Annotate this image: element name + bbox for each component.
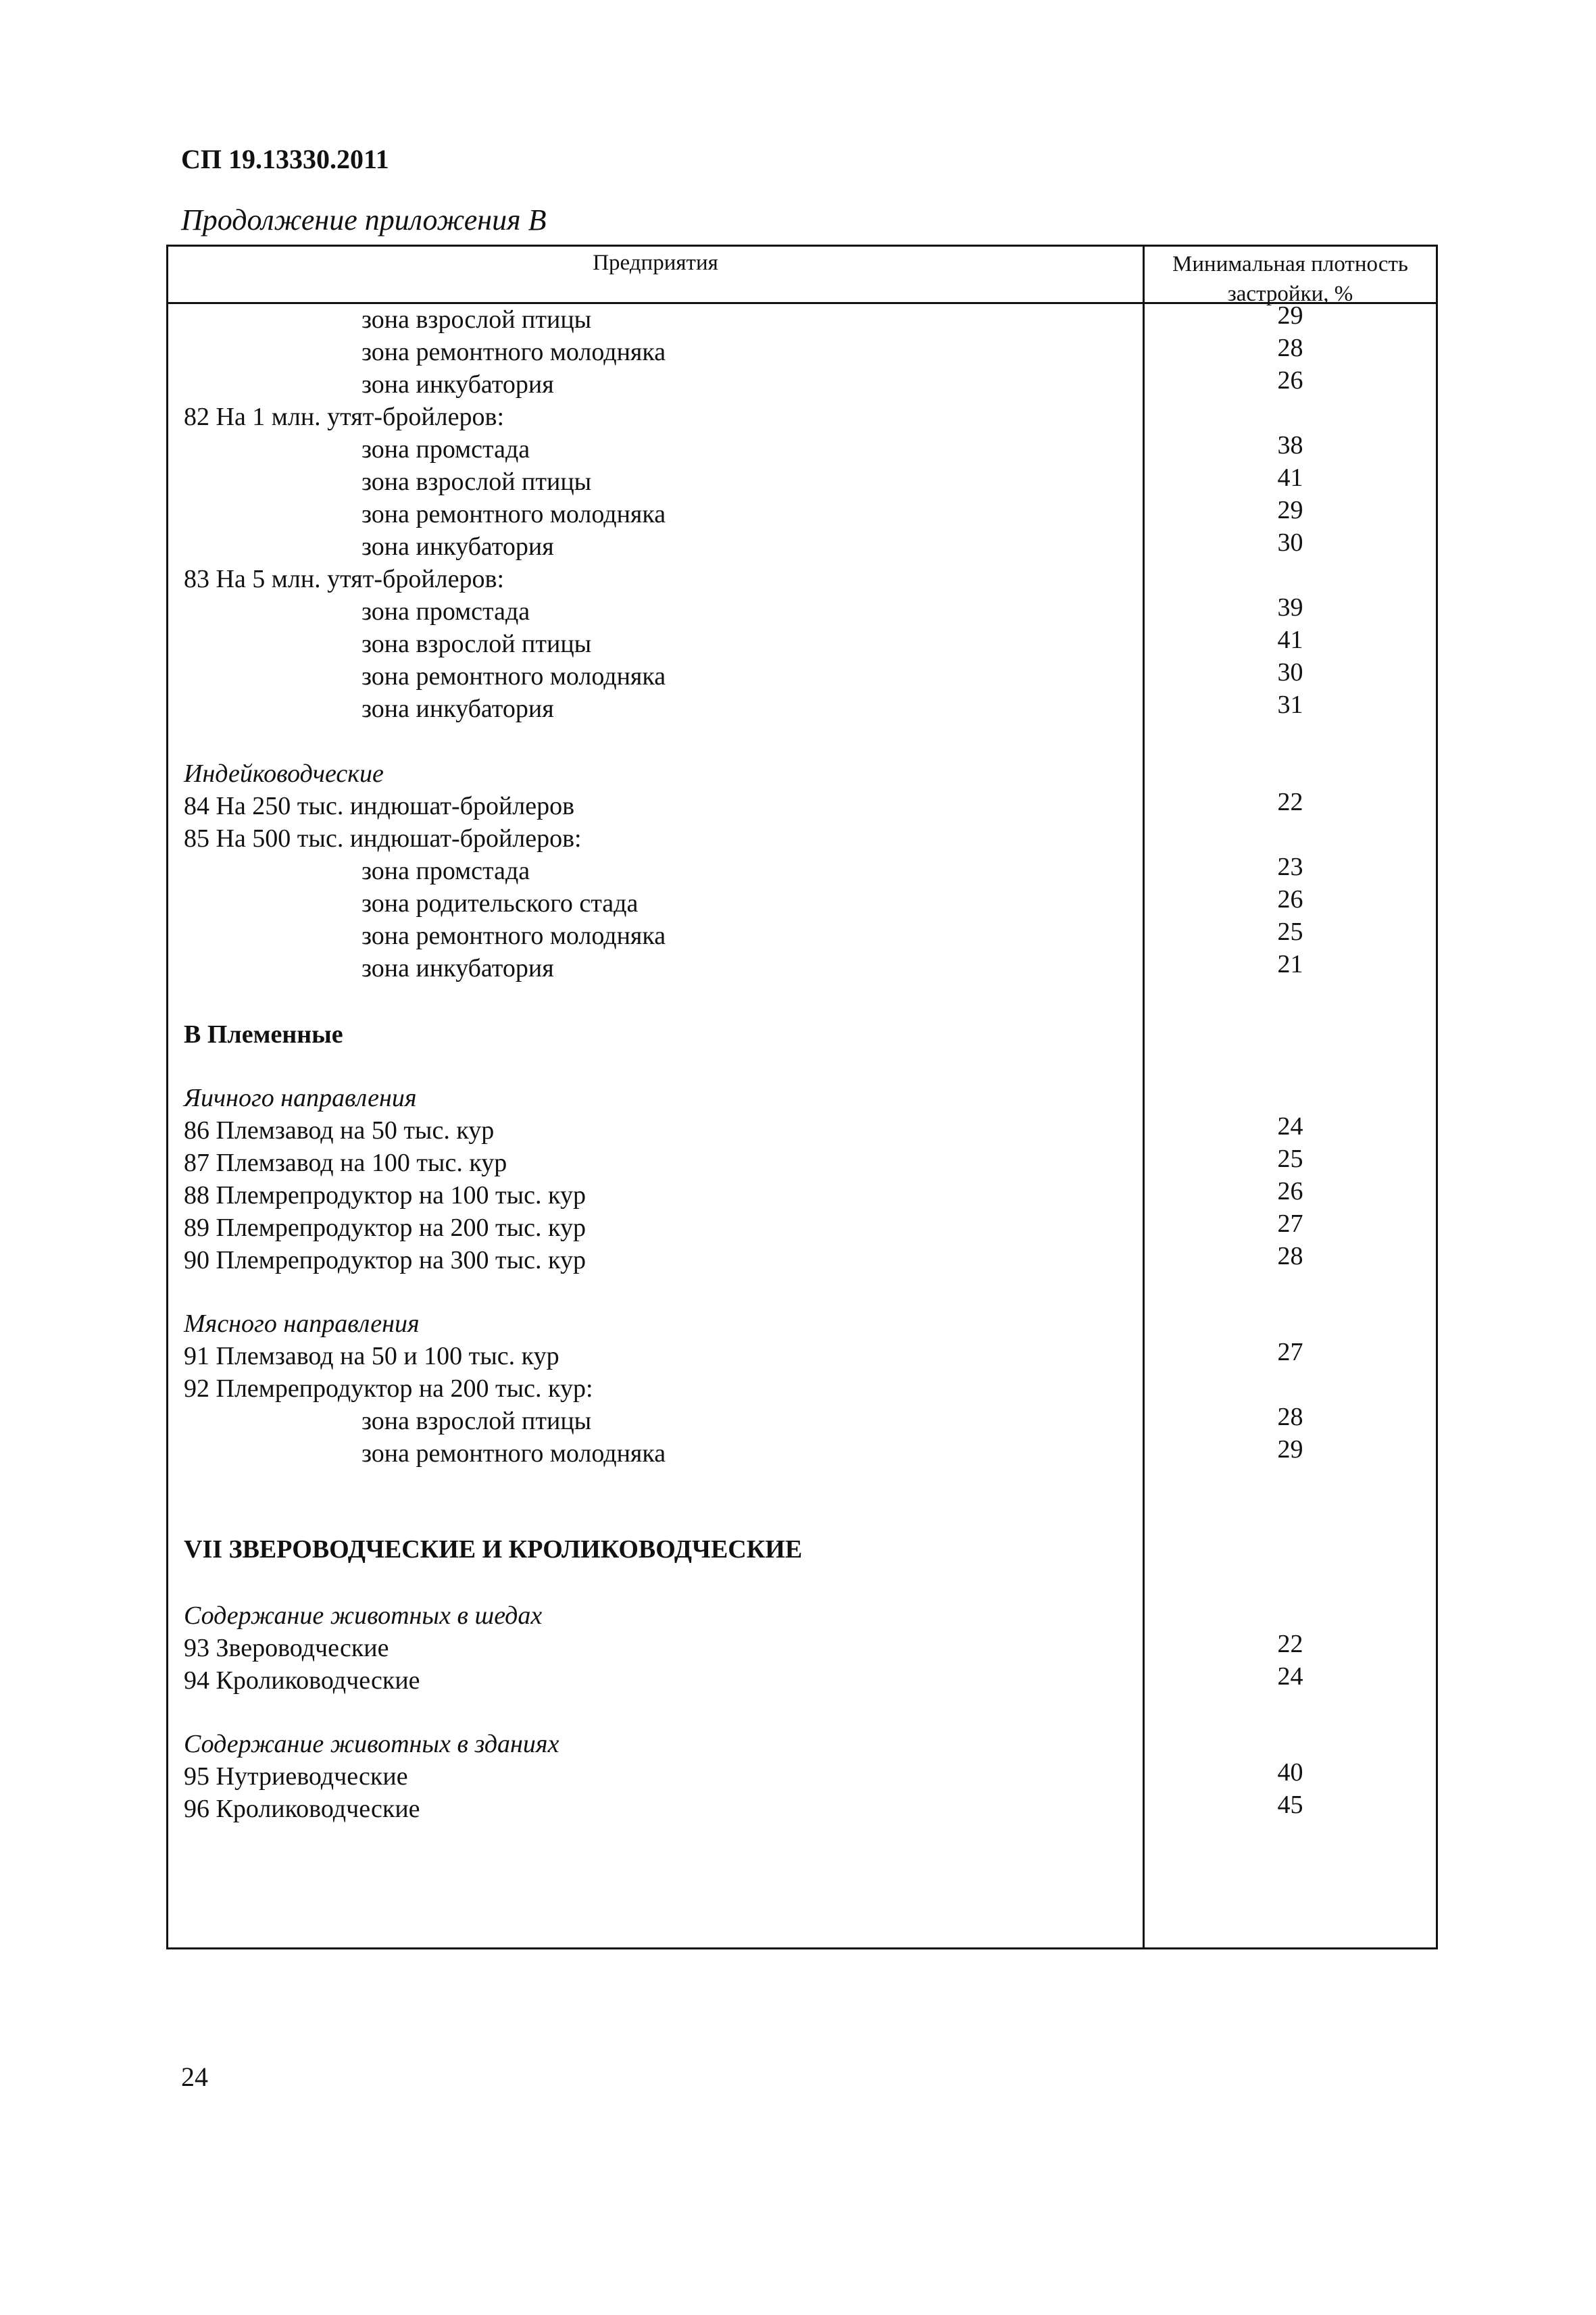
row-value: 40 xyxy=(1277,1758,1303,1787)
table-row xyxy=(168,1242,1436,1291)
row-value: 29 xyxy=(1277,1435,1303,1464)
row-value: 26 xyxy=(1277,366,1303,395)
row-value: 21 xyxy=(1277,950,1303,978)
row-value: 26 xyxy=(1277,1177,1303,1205)
row-value: 30 xyxy=(1277,528,1303,557)
row-label: 82 На 1 млн. утят-бройлеров: xyxy=(184,403,504,431)
row-label: 83 На 5 млн. утят-бройлеров: xyxy=(184,565,504,593)
row-label: 93 Звероводческие xyxy=(184,1634,389,1662)
row-value: 41 xyxy=(1277,464,1303,492)
row-label: VII ЗВЕРОВОДЧЕСКИЕ И КРОЛИКОВОДЧЕСКИЕ xyxy=(184,1535,803,1564)
row-label: В Племенные xyxy=(184,1020,343,1049)
row-value: 22 xyxy=(1277,788,1303,816)
row-label: зона ремонтного молодняка xyxy=(361,500,666,528)
row-label: 91 Племзавод на 50 и 100 тыс. кур xyxy=(184,1342,559,1370)
document-code: СП 19.13330.2011 xyxy=(181,144,389,174)
row-value: 28 xyxy=(1277,1403,1303,1431)
row-label: 89 Племрепродуктор на 200 тыс. кур xyxy=(184,1214,586,1242)
row-value: 29 xyxy=(1277,496,1303,524)
row-value: 28 xyxy=(1277,334,1303,362)
column-header-enterprises: Предприятия xyxy=(593,251,718,275)
row-label: зона промстада xyxy=(361,857,530,885)
row-value: 27 xyxy=(1277,1338,1303,1366)
row-label: 96 Кролиководческие xyxy=(184,1795,420,1823)
row-value: 31 xyxy=(1277,691,1303,719)
row-label: Содержание животных в зданиях xyxy=(184,1730,559,1758)
row-label: зона промстада xyxy=(361,597,530,626)
row-label: зона взрослой птицы xyxy=(361,630,592,658)
table-row xyxy=(168,691,1436,740)
row-label: зона родительского стада xyxy=(361,889,639,918)
row-label: зона ремонтного молодняка xyxy=(361,922,666,950)
row-label: Содержание животных в шедах xyxy=(184,1601,543,1630)
table-row xyxy=(168,950,1436,999)
row-label: зона ремонтного молодняка xyxy=(361,338,666,366)
row-value: 22 xyxy=(1277,1630,1303,1658)
row-label: Яичного направления xyxy=(184,1084,417,1112)
section-heading xyxy=(168,1535,1436,1580)
row-value: 39 xyxy=(1277,593,1303,622)
row-label: 95 Нутриеводческие xyxy=(184,1762,408,1791)
column-header-density: Минимальная плотность застройки, % xyxy=(1172,252,1408,306)
row-value: 24 xyxy=(1277,1662,1303,1691)
row-label: Индейководческие xyxy=(184,760,384,788)
section-heading xyxy=(168,1020,1436,1066)
row-value: 25 xyxy=(1277,918,1303,946)
row-label: зона ремонтного молодняка xyxy=(361,662,666,691)
row-label: зона взрослой птицы xyxy=(361,1407,592,1435)
row-label: Мясного направления xyxy=(184,1310,420,1338)
row-label: зона инкубатория xyxy=(361,695,554,723)
row-label: зона ремонтного молодняка xyxy=(361,1439,666,1468)
row-value: 27 xyxy=(1277,1210,1303,1238)
row-label: 84 На 250 тыс. индюшат-бройлеров xyxy=(184,792,575,820)
appendix-continuation-title: Продолжение приложения В xyxy=(181,203,547,237)
row-label: 86 Племзавод на 50 тыс. кур xyxy=(184,1116,495,1145)
table-row xyxy=(168,1662,1436,1712)
density-table xyxy=(166,245,1438,1949)
row-label: 85 На 500 тыс. индюшат-бройлеров: xyxy=(184,824,582,853)
row-value: 23 xyxy=(1277,853,1303,881)
row-label: 87 Племзавод на 100 тыс. кур xyxy=(184,1149,507,1177)
table-row xyxy=(168,1435,1436,1485)
row-value: 24 xyxy=(1277,1112,1303,1141)
row-label: зона инкубатория xyxy=(361,370,554,399)
row-label: зона взрослой птицы xyxy=(361,305,592,334)
row-value: 30 xyxy=(1277,658,1303,687)
table-row xyxy=(168,1791,1436,1840)
row-value: 26 xyxy=(1277,885,1303,914)
row-label: 94 Кролиководческие xyxy=(184,1666,420,1695)
row-label: зона инкубатория xyxy=(361,954,554,982)
page-number: 24 xyxy=(181,2062,208,2092)
row-label: 88 Племрепродуктор на 100 тыс. кур xyxy=(184,1181,586,1210)
row-value: 29 xyxy=(1277,301,1303,330)
row-label: зона взрослой птицы xyxy=(361,468,592,496)
row-label: зона инкубатория xyxy=(361,532,554,561)
row-label: 90 Племрепродуктор на 300 тыс. кур xyxy=(184,1246,586,1274)
row-value: 38 xyxy=(1277,431,1303,459)
row-value: 28 xyxy=(1277,1242,1303,1270)
row-value: 41 xyxy=(1277,626,1303,654)
row-label: 92 Племрепродуктор на 200 тыс. кур: xyxy=(184,1374,593,1403)
row-value: 25 xyxy=(1277,1145,1303,1173)
row-value: 45 xyxy=(1277,1791,1303,1819)
row-label: зона промстада xyxy=(361,435,530,464)
